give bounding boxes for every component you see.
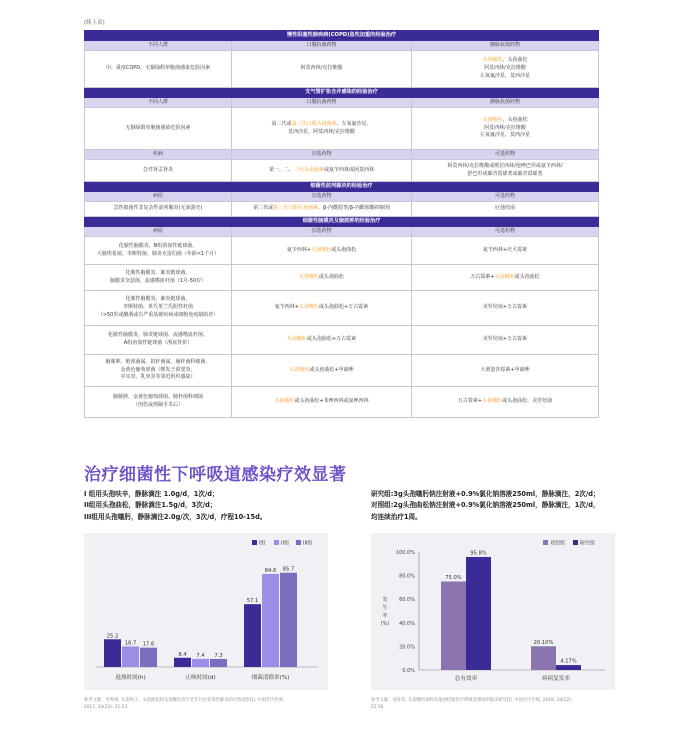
drug-text: 或氨苄西林或阿莫西林 [324, 166, 375, 173]
oral-drug-cell: 阿莫西林/克拉维酸 [232, 51, 412, 88]
drug-text: 阿莫西林/克拉维酸 [484, 65, 526, 72]
drug-text: 氨苄西林+庆大霉素 [482, 246, 528, 253]
highlight-drug: 第三代口服头孢菌素 [291, 120, 337, 127]
reference-line: 55-56 [371, 704, 384, 710]
header: 疾病 [85, 150, 232, 160]
header: 可选药物 [412, 150, 599, 160]
highlight-drug: 头孢噻肟 [286, 336, 307, 343]
pathogen-line: 李斯特菌、革氏革兰氏阴性杆菌 [122, 304, 193, 311]
table-row [85, 237, 599, 265]
highlight-drug: 头孢噻肟 [482, 57, 503, 64]
x-tick-label: 病病复发率 [542, 676, 570, 682]
data-label: 4.17% [560, 658, 577, 665]
preferred-drug-cell [232, 265, 412, 291]
highlight-drug: 头孢噻肟 [482, 116, 503, 123]
preferred-drug-cell [232, 355, 412, 387]
alternative-drug-cell: 厄他培南 [412, 202, 599, 217]
drug-text: 美罗培南+万古霉素 [482, 304, 528, 311]
drug-text: 或头孢曲松+万古霉素 [306, 336, 357, 343]
highlight-drug: 头孢噻肟 [298, 273, 319, 280]
section-title-meningitis: 细菌性脑膜炎及脑脓肿的经验治疗 [85, 217, 599, 227]
bar-chart-two-groups [371, 533, 615, 690]
data-label: 8.4 [178, 651, 187, 658]
alternative-drug-cell [412, 265, 599, 291]
bar [262, 574, 279, 667]
y-tick-label: 100.0% [395, 550, 415, 556]
table-row [85, 265, 599, 291]
table-row [85, 326, 599, 355]
y-axis-label: 生 [382, 605, 388, 611]
population-cell: 无铜绿假单胞菌感染危险因素 [85, 108, 232, 150]
drug-text: 阿莫西林/克拉维酸或哌拉西林/他唑巴坦或氨苄西林/ [447, 162, 563, 169]
preferred-drug-cell [232, 387, 412, 418]
data-label: 20.10% [533, 639, 554, 646]
highlight-drug: 第三代口服头孢菌素 [273, 205, 319, 212]
data-label: 17.6 [142, 641, 155, 648]
drug-text: 第二代或 [271, 120, 292, 127]
highlight-drug: 头孢噻肟 [298, 304, 319, 311]
preferred-drug-cell [232, 291, 412, 326]
population-cell: 中、重度COPD，无铜绿假单胞菌感染危险因素 [85, 51, 232, 88]
alternative-drug-cell [412, 237, 599, 265]
pathogen-line: 中耳炎、乳突炎等邻近组织感染） [120, 374, 196, 381]
header: 可选药物 [412, 192, 599, 202]
data-label: 18.7 [124, 640, 137, 647]
drug-text: 或头孢曲松+苯唑西林或氯唑西林 [294, 398, 369, 405]
iv-drug-cell [412, 51, 599, 88]
highlight-drug: 三代头孢菌素 [293, 166, 324, 173]
bar-chart-three-groups [84, 533, 328, 690]
x-tick-label: 止咳时间(d) [185, 675, 216, 681]
drug-text: 、左氧氟沙星、 [336, 120, 372, 127]
data-label: 57.1 [246, 598, 259, 605]
reference-left [84, 698, 328, 711]
preferred-drug-cell [232, 237, 412, 265]
disease-cell: 急性肾盂肾炎 [85, 160, 232, 182]
legend-label: I组 [259, 540, 266, 547]
header: 口服抗菌药物 [232, 41, 412, 51]
y-tick-label: 0.0% [402, 668, 415, 674]
header: 口服抗菌药物 [232, 98, 412, 108]
header: 宜选药物 [232, 150, 412, 160]
legend-swatch [543, 540, 548, 545]
bar [556, 665, 581, 670]
table-row [85, 355, 599, 387]
alternative-drug-cell [412, 387, 599, 418]
drug-text: 或头孢曲松 [514, 273, 540, 280]
bar [280, 573, 297, 667]
pathogen-line: A组溶血性链球菌（颅底骨折） [123, 340, 193, 346]
y-axis-label: (%) [380, 621, 390, 627]
pathogen-cell: 急性细菌性非复杂性前列腺炎(无油游史) [85, 202, 232, 217]
drug-text: 万古霉素+ [457, 398, 483, 405]
bar [466, 557, 491, 670]
dosing-right [371, 489, 600, 523]
y-axis-label: 率 [382, 613, 388, 619]
drug-text: 或头孢曲松 [331, 246, 357, 253]
data-label: 7.3 [214, 652, 223, 659]
bar [210, 659, 227, 667]
drug-text: 舒巴坦或碳青霉烯类或碳青霉烯类 [467, 170, 543, 177]
y-axis-label: 发 [382, 597, 388, 603]
y-tick-label: 20.0% [399, 644, 415, 651]
data-label: 84.6 [264, 567, 277, 574]
drug-text: 、β-内酰胺类/β-内酰胺酶抑制剂 [318, 205, 390, 212]
empirical-therapy-table [84, 30, 599, 418]
pathogen-line: 化脓性脑膜炎、肺炎链球菌、 [125, 296, 191, 303]
dosing-line: 对照组:2g头孢曲松钠注射液+0.9%氯化钠溶液250ml，静脉滴注，1次/d， [371, 501, 600, 510]
drug-text: 左氧氟沙星、莫西沙星 [479, 132, 530, 139]
oral-drug-cell [232, 108, 412, 150]
pathogen-line: 大肠埃希菌、李斯特菌、肺炎克雷伯菌（年龄<1个月） [96, 250, 220, 257]
drug-text: 阿莫西林/克拉维酸 [484, 124, 526, 131]
data-label: 95.8% [470, 550, 487, 557]
drug-text: 氨苄西林+ [286, 246, 312, 253]
pathogen-line: 脑脓肿、金黄色葡萄球菌、肠杆菌科细菌 [112, 394, 203, 401]
drug-text: 第二代或 [253, 205, 274, 212]
pathogen-line: 化脓性脑膜炎、肺炎链球菌、 [125, 269, 191, 276]
preferred-drug-cell [232, 326, 412, 355]
header: 病原 [85, 192, 232, 202]
section-heading: 治疗细菌性下呼吸道感染疗效显著 [84, 465, 347, 485]
highlight-drug: 头孢噻肟 [482, 398, 503, 405]
pathogen-cell [85, 355, 232, 387]
y-tick-label: 60.0% [399, 597, 415, 604]
bar [140, 648, 157, 667]
alternative-drug-cell [412, 160, 599, 182]
reference-right [371, 698, 615, 711]
section-title-prostatitis: 细菌性前列腺炎的经验治疗 [85, 182, 599, 192]
pathogen-line: 化脓性脑膜炎、肺炎链球菌、流感嗜血杆菌、 [107, 332, 208, 339]
drug-text: 左氧氟沙星、莫西沙星 [479, 72, 530, 79]
chart-panel-right [371, 533, 615, 690]
pathogen-cell [85, 326, 232, 355]
legend-swatch [274, 540, 279, 545]
x-tick-label: 退热时间(h) [115, 675, 146, 681]
bar [122, 646, 139, 667]
drug-text: 莫西沙星、阿莫西林/克拉维酸 [288, 128, 355, 135]
pathogen-cell [85, 237, 232, 265]
dosing-left [84, 489, 266, 523]
pathogen-line: 化脓性脑膜炎、B组溶血性链球菌、 [118, 242, 198, 249]
bar [244, 604, 261, 667]
highlight-drug: 头孢噻肟 [289, 366, 310, 373]
x-tick-label: 总有效率 [454, 676, 478, 682]
bar [174, 658, 191, 667]
reference-line: 参考文献：李秀梅. 头孢呋辛、头孢曲松和头孢噻肟治疗老年社区获得性肺炎的疗效观察[J]. 中国社区医师, [84, 698, 285, 703]
header: 静脉抗菌药物 [412, 98, 599, 108]
y-tick-label: 80.0% [399, 573, 415, 580]
preferred-drug-cell [232, 160, 412, 182]
drug-text: 或头孢曲松+甲硝唑 [309, 366, 354, 373]
preferred-drug-cell [232, 202, 412, 217]
y-tick-label: 40.0% [399, 620, 415, 627]
dosing-line: I 组用头孢呋辛，静脉滴注 1.0g/d，1次/d； [84, 490, 219, 498]
legend-swatch [252, 540, 257, 545]
legend-label: II组 [281, 540, 289, 547]
header: 宜选药物 [232, 192, 412, 202]
drug-text: 万古霉素+ [470, 273, 495, 280]
bar [192, 659, 209, 667]
data-label: 25.2 [106, 633, 119, 640]
drug-text: 第一、二、 [268, 166, 294, 173]
header: 可选药物 [412, 227, 599, 237]
drug-text: 或头孢曲松+万古霉素 [319, 304, 369, 311]
header: 不同人群 [85, 98, 232, 108]
legend-swatch [296, 540, 301, 545]
bar [441, 582, 466, 671]
pathogen-line: 脑膜炎奈瑟菌、流感嗜血杆菌（1月-50岁） [109, 277, 207, 284]
alternative-drug-cell [412, 326, 599, 355]
header: 不同人群 [85, 41, 232, 51]
highlight-drug: 头孢噻肟 [274, 398, 295, 405]
dosing-line: II组用头孢曲松，静脉滴注1.5g/d，3次/d； [84, 501, 217, 510]
pathogen-cell [85, 265, 232, 291]
drug-text: 美罗培南+万古霉素 [482, 336, 528, 343]
drug-text: 、头孢曲松 [502, 116, 528, 123]
dosing-line: 均连续治疗1周。 [371, 512, 422, 521]
drug-text: 氨苄西林+ [274, 304, 299, 311]
bar [104, 639, 121, 667]
dosing-line: 研究组:3g头孢噻肟钠注射液+0.9%氯化钠溶液250ml，静脉滴注，2次/d； [371, 490, 600, 498]
drug-text: 大剂量青霉素+甲硝唑 [480, 366, 530, 373]
pathogen-line: （>50岁或酗酒或有严重基础疾病或细胞免疫缺陷者） [97, 311, 219, 318]
iv-drug-cell [412, 108, 599, 150]
table-row [85, 291, 599, 326]
section-title-bronchiectasis: 支气管扩张合并感染的经验治疗 [85, 88, 599, 98]
highlight-drug: 头孢噻肟 [494, 273, 515, 280]
highlight-drug: 头孢噻肟 [311, 246, 332, 253]
header: 静脉抗菌药物 [412, 41, 599, 51]
header: 病原 [85, 227, 232, 237]
data-label: 75.0% [445, 575, 462, 581]
pathogen-cell [85, 291, 232, 326]
reference-line: 2017, 33(23): 21-23 [84, 704, 128, 710]
header: 宜选药物 [232, 227, 412, 237]
alternative-drug-cell [412, 355, 599, 387]
continued-label: (续上表) [84, 20, 105, 26]
reference-line: 参考文献：胡业伟. 头孢噻肟钠和头孢曲松钠治疗呼吸道感染的临床研究[J]. 中国社区医师, 2018, 34(12): [371, 698, 573, 703]
pathogen-cell [85, 387, 232, 418]
bar [531, 646, 556, 670]
data-label: 85.7 [282, 566, 295, 573]
drug-text: 、头孢曲松 [502, 57, 528, 64]
table-row [85, 387, 599, 418]
x-tick-label: 细菌清除率(%) [251, 675, 290, 681]
pathogen-line: 脑脓肿、链球菌属、拟杆菌属、肠杆菌科细菌、 [105, 358, 211, 365]
legend-label: III组 [303, 540, 313, 547]
legend-swatch [573, 540, 578, 545]
alternative-drug-cell [412, 291, 599, 326]
pathogen-line: （创伤或颅脑手术后） [132, 402, 183, 408]
legend-label: 对照组 [550, 540, 566, 547]
data-label: 7.4 [196, 652, 205, 659]
section-title-copd: 慢性阻塞性肺疾病(COPD)急性加重的经验治疗 [85, 31, 599, 41]
drug-text: 或头孢曲松、美罗培南 [502, 398, 553, 405]
dosing-line: III组用头孢噻肟，静脉滴注2.0g/次，3次/d，疗程10-15d。 [84, 512, 267, 521]
legend-label: 研究组 [580, 540, 596, 547]
pathogen-line: 金黄色葡萄球菌（继发于鼻窦炎、 [120, 366, 196, 373]
chart-panel-left [84, 533, 328, 690]
drug-text: 或头孢曲松 [319, 273, 345, 280]
